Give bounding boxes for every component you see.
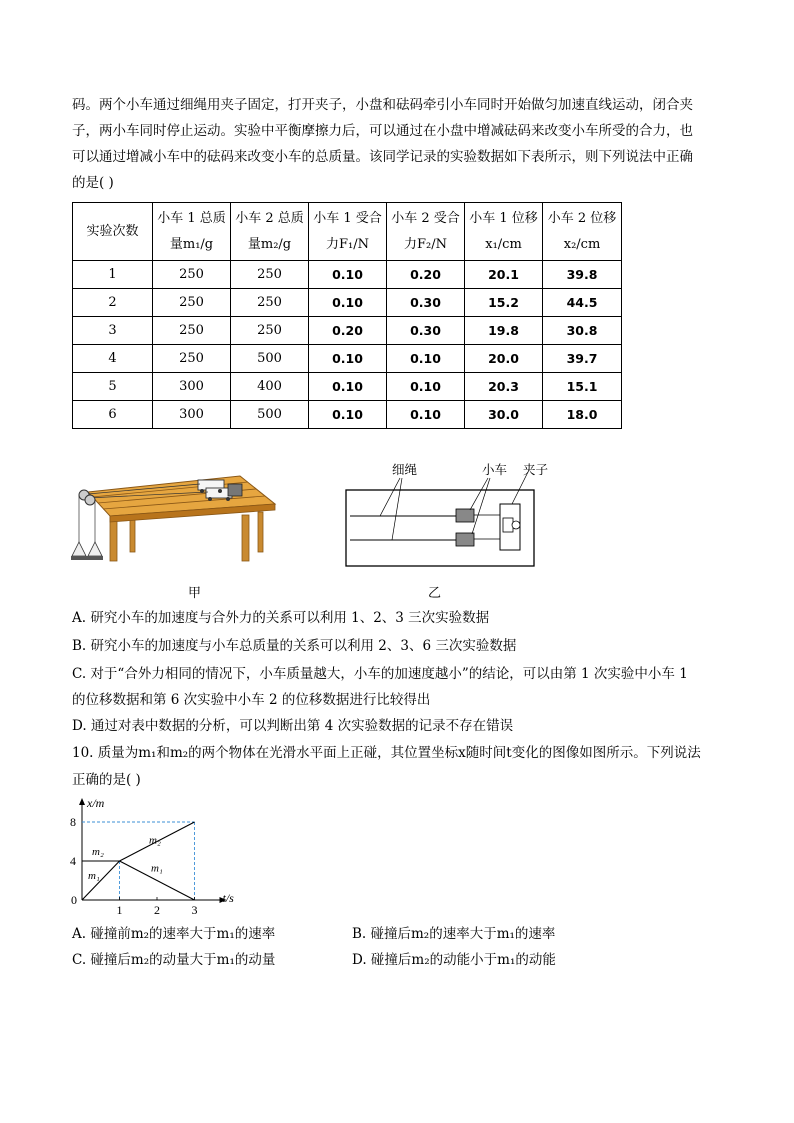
q10-option-c: C. 碰撞后m₂的动量大于m₁的动量 (72, 952, 276, 968)
q9-option-b: B. 研究小车的加速度与小车总质量的关系可以利用 2、3、6 三次实验数据 (72, 638, 517, 654)
header-x2: 小车 2 位移 x₂/cm (543, 203, 622, 261)
y-axis-label: x/m (87, 796, 105, 810)
ytick-label: 8 (70, 815, 76, 829)
q9-option-a: A. 研究小车的加速度与合外力的关系可以利用 1、2、3 三次实验数据 (72, 610, 490, 626)
intro-line-1: 码。两个小车通过细绳用夹子固定，打开夹子，小盘和砝码牵引小车同时开始做匀加速直线运动，闭合夹 (72, 97, 693, 113)
q10-option-b: B. 碰撞后m₂的速率大于m₁的速率 (352, 926, 556, 942)
label-cart: 小车 (482, 462, 508, 477)
xt-graph (66, 796, 246, 918)
figure-yi-topview (340, 458, 540, 570)
q10-stem-line2: 正确的是( ) (72, 772, 141, 788)
q9-option-c-line2: 的位移数据和第 6 次实验中小车 2 的位移数据进行比较得出 (72, 692, 431, 708)
x-axis-label: t/s (222, 891, 234, 905)
header-f1: 小车 1 受合 力F₁/N (309, 203, 387, 261)
series-label-m1-after: m₁ (151, 862, 163, 875)
ytick-label: 4 (70, 854, 76, 868)
table-row: 2 250 250 0.10 0.30 15.2 44.5 (73, 289, 622, 317)
label-clip: 夹子 (523, 462, 549, 477)
intro-line-3: 可以通过增减小车中的砝码来改变小车的总质量。该同学记录的实验数据如下表所示，则下列说法中正确 (72, 149, 693, 165)
q10-option-d: D. 碰撞后m₂的动能小于m₁的动能 (352, 952, 556, 968)
q10-stem-line1: 10. 质量为m₁和m₂的两个物体在光滑水平面上正碰，其位置坐标x随时间t变化的图像如图所示。下列说法 (72, 745, 701, 761)
header-m2: 小车 2 总质 量m₂/g (231, 203, 309, 261)
table-row: 3 250 250 0.20 0.30 19.8 30.8 (73, 317, 622, 345)
series-label-m2-after: m₂ (149, 834, 161, 847)
origin-label: 0 (71, 893, 77, 907)
q9-option-c-line1: C. 对于“合外力相同的情况下，小车质量越大，小车的加速度越小”的结论，可以由第 1 次实验中小车 1 (72, 666, 688, 682)
header-f2: 小车 2 受合 力F₂/N (387, 203, 465, 261)
xtick-label: 2 (154, 903, 160, 917)
xtick-label: 3 (191, 903, 198, 917)
intro-line-2: 子，两小车同时停止运动。实验中平衡摩擦力后，可以通过在小盘中增减砝码来改变小车所受的合力，也 (72, 123, 693, 139)
table-row: 6 300 500 0.10 0.10 30.0 18.0 (73, 401, 622, 429)
figure-jia-apparatus (70, 470, 280, 570)
header-x1: 小车 1 位移 x₁/cm (465, 203, 543, 261)
caption-yi: 乙 (428, 586, 442, 601)
xtick-label: 1 (116, 903, 123, 917)
caption-jia: 甲 (188, 586, 202, 601)
label-rope: 细绳 (392, 462, 418, 477)
table-header-row (73, 203, 622, 261)
table-row: 1 250 250 0.10 0.20 20.1 39.8 (73, 261, 622, 289)
q10-option-a: A. 碰撞前m₂的速率大于m₁的速率 (72, 926, 276, 942)
series-label-m1-before: m₁ (88, 870, 100, 882)
table-row: 5 300 400 0.10 0.10 20.3 15.1 (73, 373, 622, 401)
y-axis-arrow (79, 798, 85, 805)
header-m1: 小车 1 总质 量m₁/g (153, 203, 231, 261)
q9-option-d: D. 通过对表中数据的分析，可以判断出第 4 次实验数据的记录不存在错误 (72, 718, 514, 734)
intro-line-4: 的是( ) (72, 175, 114, 191)
header-trial: 实验次数 (73, 203, 153, 261)
table-row: 4 250 500 0.10 0.10 20.0 39.7 (73, 345, 622, 373)
experiment-table (72, 202, 622, 429)
series-label-m2-before: m₂ (92, 846, 104, 858)
